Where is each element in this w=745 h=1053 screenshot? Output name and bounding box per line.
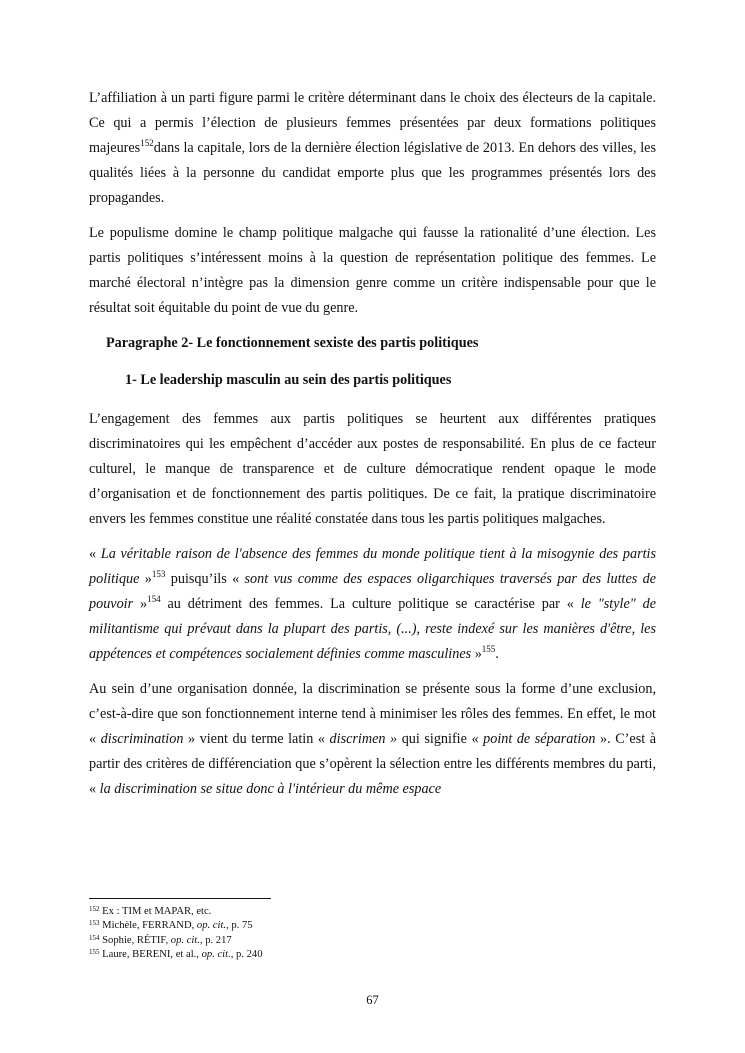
- subsection-heading: 1- Le leadership masculin au sein des partis politiques: [125, 372, 452, 388]
- text-run: ». C’est à partir des critères de différenciation que s’opèrent la sélection entre les différents membres du parti, «: [89, 731, 657, 797]
- footnote-number: 154: [89, 933, 100, 942]
- footnote: [89, 948, 656, 962]
- italic-quote: le "style" de militantisme qui prévaut dans la plupart des partis, (...), reste indexé sur les manières d'être, les appétences et compétences socialement définies comme masculines: [89, 596, 656, 662]
- paragraph: [89, 221, 656, 321]
- footnote-number: 153: [89, 919, 100, 928]
- text-run: Au sein d’une organisation donnée, la discrimination se présente sous la forme d’une exclusion, c’est-à-dire que son fonctionnement interne tend à minimiser les rôles des femmes. En effet, le mot «: [89, 681, 656, 747]
- text-run: Laure, BERENI, et al.,: [102, 948, 202, 960]
- italic-quote: op. cit.: [196, 920, 227, 932]
- italic-quote: sont vus comme des espaces oligarchiques traversés par des luttes de pouvoir: [89, 571, 657, 612]
- page-body: [89, 86, 656, 812]
- footnote-ref: 154: [147, 594, 161, 604]
- page-number: 67: [366, 993, 379, 1007]
- text-run: dans la capitale, lors de la dernière élection législative de 2013. En dehors des villes, les qualités liées à la personne du candidat emporte plus que les programmes présentés lors des propagandes.: [89, 140, 656, 206]
- text-run: au détriment des femmes. La culture politique se caractérise par «: [160, 596, 581, 612]
- footnote-ref: 152: [140, 138, 154, 148]
- paragraph: [89, 677, 656, 802]
- section-heading: Paragraphe 2- Le fonctionnement sexiste des partis politiques: [106, 335, 479, 351]
- italic-quote: la discrimination se situe donc à l'intérieur du même espace: [99, 781, 442, 797]
- body-text-after: [89, 407, 656, 802]
- text-run: qui signifie «: [397, 731, 484, 747]
- footnote: [89, 919, 656, 933]
- text-run: Sophie, RÉTIF,: [102, 934, 171, 946]
- text-run: , p. 75: [226, 920, 253, 932]
- text-run: , p. 217: [199, 934, 232, 946]
- italic-quote: point de séparation: [483, 731, 596, 747]
- text-run: , p. 240: [230, 948, 263, 960]
- footnote-separator: [89, 898, 271, 899]
- paragraph: [89, 542, 656, 667]
- text-run: L’engagement des femmes aux partis politiques se heurtent aux différentes pratiques discriminatoires qui les empêchent d’accéder aux postes de responsabilité. En plus de ce facteur culturel, le manque de transparence et de culture démocratique rendent opaque le mode d’organisation et de fonctionnement des partis politiques. De ce fait, la pratique discriminatoire envers les femmes constitue une réalité constatée dans tous les partis politiques malgaches.: [89, 411, 656, 527]
- text-run: »: [471, 646, 482, 662]
- footnote-number: 155: [89, 947, 100, 956]
- footnote-ref: 153: [151, 569, 166, 579]
- paragraph: [89, 407, 656, 532]
- text-run: L’affiliation à un parti figure parmi le critère déterminant dans le choix des électeurs de la capitale. Ce qui a permis l’élection de plusieurs femmes présentées par deux formations politiques majeures: [89, 90, 656, 156]
- italic-quote: discrimination: [100, 731, 184, 747]
- footnote: [89, 905, 656, 919]
- italic-quote: discrimen »: [329, 731, 398, 747]
- text-run: puisqu’ils «: [165, 571, 245, 587]
- text-run: »: [139, 571, 152, 587]
- footnote: [89, 934, 656, 948]
- footnotes: [89, 905, 656, 962]
- text-run: »: [133, 596, 148, 612]
- text-run: Michèle, FERRAND,: [102, 920, 197, 932]
- footnote-number: 152: [89, 905, 100, 913]
- italic-quote: op. cit.: [201, 948, 231, 960]
- text-run: Ex : TIM et MAPAR, etc.: [102, 906, 212, 917]
- text-run: » vient du terme latin «: [183, 731, 330, 747]
- text-run: .: [495, 646, 499, 662]
- text-run: «: [89, 546, 101, 562]
- italic-quote: La véritable raison de l'absence des femmes du monde politique tient à la misogynie des partis politique: [89, 546, 657, 587]
- paragraph: [89, 86, 656, 211]
- text-run: Le populisme domine le champ politique malgache qui fausse la rationalité d’une élection. Les partis politiques s’intéressent moins à la question de représentation politique des femmes. Le marché électoral n’intègre pas la dimension genre comme un critère indispensable pour que le résultat soit équitable du point de vue du genre.: [89, 225, 656, 316]
- italic-quote: op. cit.: [170, 934, 200, 946]
- footnote-ref: 155: [481, 644, 496, 654]
- body-text-before: [89, 86, 656, 321]
